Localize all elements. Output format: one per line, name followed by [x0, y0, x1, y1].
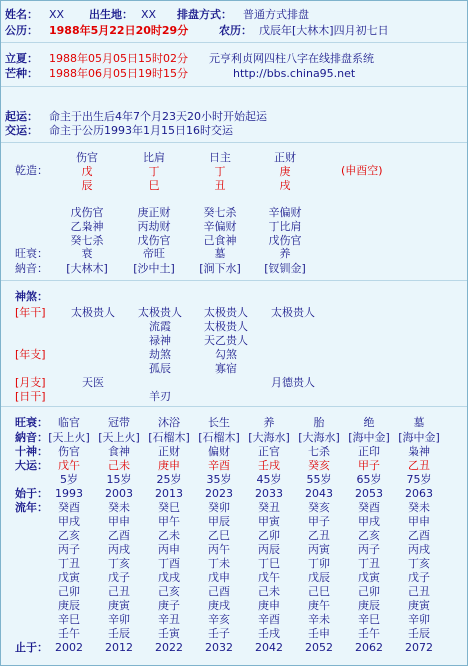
- liunian-item: 癸未: [408, 501, 430, 514]
- dayun-end-year: 2052: [305, 641, 333, 654]
- pillar-shishen: 比肩: [143, 151, 165, 164]
- liunian-item: 丙午: [208, 543, 230, 556]
- dayun-shishen: 伤官: [58, 445, 80, 458]
- liunian-item: 乙亥: [58, 529, 80, 542]
- liunian-item: 庚寅: [408, 599, 430, 612]
- dayun-age: 5岁: [60, 473, 78, 486]
- liunian-item: 己巳: [308, 585, 330, 598]
- dayun-start-year: 2053: [355, 487, 383, 500]
- pillar-shishen: 正财: [274, 151, 296, 164]
- liunian-item: 壬午: [58, 627, 80, 640]
- pillar-branch: 戌: [279, 179, 291, 192]
- liunian-item: 甲辰: [208, 515, 230, 528]
- mangzhong-label: 芒种：: [5, 67, 38, 80]
- solar-label: 公历：: [5, 24, 38, 37]
- pillar-hidden-stem: 己食神: [203, 234, 237, 247]
- liunian-item: 己丑: [108, 585, 130, 598]
- liunian-item: 癸未: [108, 501, 130, 514]
- dayun-ganzhi: 壬戌: [258, 459, 280, 472]
- dayun-end-year: 2072: [405, 641, 433, 654]
- pillar-nayin: [沙中土]: [133, 262, 175, 275]
- pillar-hidden-stem: 癸七杀: [203, 206, 237, 219]
- pillar-branch: 辰: [81, 179, 93, 192]
- qiyun-value: 命主于出生后4年7个月23天20小时开始起运: [49, 110, 267, 123]
- dayun-age: 15岁: [106, 473, 132, 486]
- shensha-item: 太极贵人: [271, 306, 315, 319]
- dayun-end-year: 2012: [105, 641, 133, 654]
- pillar-hidden-stem: 戊伤官: [137, 234, 171, 247]
- dayun-nayin: [石榴木]: [198, 431, 240, 444]
- shensha-item: 勾煞: [215, 348, 237, 361]
- pillar-shishen: 伤官: [76, 151, 98, 164]
- liunian-item: 丁丑: [58, 557, 80, 570]
- liunian-item: 戊辰: [308, 571, 330, 584]
- method-label: 排盘方式：: [177, 8, 232, 21]
- liunian-item: 丁丑: [358, 557, 380, 570]
- liunian-item: 辛卯: [408, 613, 430, 626]
- dayun-end-year: 2032: [205, 641, 233, 654]
- dayun-shishen: 偏财: [208, 445, 230, 458]
- liunian-item: 癸酉: [58, 501, 80, 514]
- liunian-item: 辛卯: [108, 613, 130, 626]
- liunian-item: 癸丑: [258, 501, 280, 514]
- liunian-item: 癸亥: [308, 501, 330, 514]
- lixia-label: 立夏：: [5, 52, 38, 65]
- shensha-item: 月德贵人: [271, 376, 315, 389]
- jiaoyun-label: 交运：: [5, 124, 38, 137]
- dayun-shishen: 正财: [158, 445, 180, 458]
- shensha-item: 流霞: [149, 320, 171, 333]
- dayun-ganzhi: 辛酉: [208, 459, 230, 472]
- liunian-item: 辛未: [308, 613, 330, 626]
- liunian-item: 戊午: [258, 571, 280, 584]
- shensha-item: 寡宿: [215, 362, 237, 375]
- liunian-item: 乙亥: [358, 529, 380, 542]
- liunian-item: 己未: [258, 585, 280, 598]
- mangzhong-value: 1988年06月05日19时15分: [49, 67, 188, 80]
- dayun-wangshuai: 墓: [413, 416, 425, 429]
- solar-value: 1988年5月22日20时29分: [49, 24, 189, 37]
- liunian-item: 丙申: [158, 543, 180, 556]
- pillar-hidden-stem: 戊伤官: [268, 234, 302, 247]
- name-label: 姓名：: [5, 8, 38, 21]
- shensha-item: 天医: [82, 376, 104, 389]
- shensha-nianzhi-label: [年支]: [15, 348, 46, 361]
- shensha-item: 天乙贵人: [204, 334, 248, 347]
- dayun-age: 25岁: [156, 473, 182, 486]
- shensha-item: 太极贵人: [204, 306, 248, 319]
- liunian-item: 丁亥: [408, 557, 430, 570]
- liunian-item: 庚子: [158, 599, 180, 612]
- liunian-item: 丁酉: [158, 557, 180, 570]
- dayun-shishen: 正印: [358, 445, 380, 458]
- liunian-item: 丁未: [208, 557, 230, 570]
- dayun-shishen: 枭神: [408, 445, 430, 458]
- dayun-wangshuai-label: 旺衰：: [15, 416, 48, 429]
- method-value: 普通方式排盘: [243, 8, 309, 21]
- liunian-item: 庚戌: [208, 599, 230, 612]
- liunian-item: 壬辰: [108, 627, 130, 640]
- dayun-start-year: 2063: [405, 487, 433, 500]
- dayun-age: 75岁: [406, 473, 432, 486]
- pillar-nayin: [钗钏金]: [264, 262, 306, 275]
- dayun-label: 大运：: [15, 459, 48, 472]
- dayun-age: 65岁: [356, 473, 382, 486]
- dayun-start-year: 2023: [205, 487, 233, 500]
- liunian-item: 乙丑: [308, 529, 330, 542]
- lunar-label: 农历：: [219, 24, 252, 37]
- liunian-item: 辛酉: [258, 613, 280, 626]
- kongwang: (申酉空): [341, 164, 383, 177]
- pillar-shishen: 日主: [209, 151, 231, 164]
- dayun-ganzhi: 甲子: [358, 459, 380, 472]
- dayun-start-year: 2003: [105, 487, 133, 500]
- liunian-item: 壬午: [358, 627, 380, 640]
- dayun-wangshuai: 胎: [313, 416, 325, 429]
- dayun-nayin: [大海水]: [298, 431, 340, 444]
- pillar-hidden-stem: 乙枭神: [70, 220, 104, 233]
- liunian-item: 丙戌: [408, 543, 430, 556]
- liunian-item: 甲戌: [58, 515, 80, 528]
- liunian-item: 戊寅: [58, 571, 80, 584]
- divider: [1, 42, 467, 43]
- liunian-item: 戊子: [408, 571, 430, 584]
- pillar-stem: 丁: [214, 165, 226, 178]
- liunian-item: 癸酉: [358, 501, 380, 514]
- liunian-item: 丁巳: [258, 557, 280, 570]
- lunar-value: 戊辰年[大林木]四月初七日: [259, 24, 389, 37]
- liunian-item: 戊寅: [358, 571, 380, 584]
- liunian-item: 癸卯: [208, 501, 230, 514]
- birthplace-value: XX: [141, 8, 157, 21]
- liunian-item: 甲寅: [258, 515, 280, 528]
- liunian-item: 甲子: [308, 515, 330, 528]
- liunian-item: 丙寅: [308, 543, 330, 556]
- jiaoyun-value: 命主于公历1993年1月15日16时交运: [49, 124, 233, 137]
- liunian-item: 己酉: [208, 585, 230, 598]
- pillar-wangshuai: 衰: [81, 247, 93, 260]
- liunian-item: 丙子: [58, 543, 80, 556]
- nayin-label: 納音：: [15, 262, 48, 275]
- divider: [1, 86, 467, 87]
- dayun-end-year: 2062: [355, 641, 383, 654]
- divider: [1, 406, 467, 407]
- liunian-item: 戊戌: [158, 571, 180, 584]
- liunian-item: 甲午: [158, 515, 180, 528]
- shensha-item: 禄神: [149, 334, 171, 347]
- liunian-item: 乙酉: [408, 529, 430, 542]
- dayun-end-year: 2002: [55, 641, 83, 654]
- pillar-hidden-stem: 戊伤官: [70, 206, 104, 219]
- liunian-item: 庚寅: [108, 599, 130, 612]
- dayun-shishen: 正官: [258, 445, 280, 458]
- shensha-niangan-label: [年干]: [15, 306, 46, 319]
- liunian-item: 甲戌: [358, 515, 380, 528]
- liunian-item: 庚辰: [58, 599, 80, 612]
- zhiyu-label: 止于：: [15, 641, 48, 654]
- dayun-nayin: [海中金]: [398, 431, 440, 444]
- liunian-item: 辛亥: [208, 613, 230, 626]
- liunian-item: 戊子: [108, 571, 130, 584]
- liunian-item: 辛巳: [58, 613, 80, 626]
- birthplace-label: 出生地：: [89, 8, 133, 21]
- liunian-item: 己卯: [358, 585, 380, 598]
- dayun-ganzhi: 戊午: [58, 459, 80, 472]
- pillar-branch: 丑: [214, 179, 226, 192]
- lixia-value: 1988年05月05日15时02分: [49, 52, 188, 65]
- liunian-item: 己丑: [408, 585, 430, 598]
- pillar-hidden-stem: 丁比肩: [268, 220, 302, 233]
- divider: [1, 142, 467, 143]
- pillar-wangshuai: 墓: [214, 247, 226, 260]
- dayun-nayin: [石榴木]: [148, 431, 190, 444]
- liunian-item: 丙戌: [108, 543, 130, 556]
- name-value: XX: [49, 8, 65, 21]
- dayun-age: 35岁: [206, 473, 232, 486]
- pillar-stem: 庚: [279, 165, 291, 178]
- shensha-item: 太极贵人: [138, 306, 182, 319]
- liunian-item: 壬寅: [158, 627, 180, 640]
- pillar-nayin: [大林木]: [66, 262, 108, 275]
- qiyun-label: 起运：: [5, 110, 38, 123]
- liunian-label: 流年：: [15, 501, 48, 514]
- liunian-item: 壬子: [208, 627, 230, 640]
- pillar-hidden-stem: 癸七杀: [70, 234, 104, 247]
- dayun-start-year: 2013: [155, 487, 183, 500]
- dayun-ganzhi: 己未: [108, 459, 130, 472]
- shensha-yuezhi-label: [月支]: [15, 376, 46, 389]
- liunian-item: 癸巳: [158, 501, 180, 514]
- shiyu-label: 始于：: [15, 487, 48, 500]
- pillar-stem: 戊: [81, 165, 93, 178]
- liunian-item: 戊申: [208, 571, 230, 584]
- dayun-start-year: 2033: [255, 487, 283, 500]
- liunian-item: 丁亥: [108, 557, 130, 570]
- dayun-end-year: 2022: [155, 641, 183, 654]
- dayun-nayin: [大海水]: [248, 431, 290, 444]
- dayun-nayin: [天上火]: [98, 431, 140, 444]
- pillar-hidden-stem: 辛偏财: [203, 220, 237, 233]
- liunian-item: 己亥: [158, 585, 180, 598]
- liunian-item: 辛巳: [358, 613, 380, 626]
- liunian-item: 甲申: [408, 515, 430, 528]
- liunian-item: 乙卯: [258, 529, 280, 542]
- liunian-item: 壬申: [308, 627, 330, 640]
- pillar-stem: 丁: [148, 165, 160, 178]
- pillar-hidden-stem: 庚正财: [137, 206, 171, 219]
- dayun-start-year: 1993: [55, 487, 83, 500]
- dayun-wangshuai: 冠带: [108, 416, 130, 429]
- liunian-item: 庚申: [258, 599, 280, 612]
- dayun-shishen: 七杀: [308, 445, 330, 458]
- dayun-age: 45岁: [256, 473, 282, 486]
- dayun-shishen: 食神: [108, 445, 130, 458]
- dayun-nayin-label: 納音：: [15, 431, 48, 444]
- pillar-hidden-stem: 辛偏财: [268, 206, 302, 219]
- dayun-age: 55岁: [306, 473, 332, 486]
- dayun-ganzhi: 癸亥: [308, 459, 330, 472]
- shensha-title: 神煞：: [15, 290, 48, 303]
- dayun-start-year: 2043: [305, 487, 333, 500]
- liunian-item: 乙未: [158, 529, 180, 542]
- dayun-wangshuai: 长生: [208, 416, 230, 429]
- shensha-item: 太极贵人: [71, 306, 115, 319]
- pillar-branch: 巳: [148, 179, 160, 192]
- dayun-ganzhi: 庚申: [158, 459, 180, 472]
- shensha-item: 孤辰: [149, 362, 171, 375]
- liunian-item: 丙辰: [258, 543, 280, 556]
- liunian-item: 己卯: [58, 585, 80, 598]
- liunian-item: 辛丑: [158, 613, 180, 626]
- wangshuai-label: 旺衰：: [15, 247, 48, 260]
- liunian-item: 庚辰: [358, 599, 380, 612]
- shensha-item: 羊刃: [149, 390, 171, 403]
- dayun-shishen-label: 十神：: [15, 445, 48, 458]
- pillar-wangshuai: 帝旺: [143, 247, 165, 260]
- dayun-wangshuai: 沐浴: [158, 416, 180, 429]
- dayun-nayin: [天上火]: [48, 431, 90, 444]
- dayun-wangshuai: 绝: [363, 416, 375, 429]
- site-url-link[interactable]: http://bbs.china95.net: [233, 67, 356, 80]
- dayun-end-year: 2042: [255, 641, 283, 654]
- liunian-item: 壬辰: [408, 627, 430, 640]
- liunian-item: 乙酉: [108, 529, 130, 542]
- liunian-item: 庚午: [308, 599, 330, 612]
- pillar-hidden-stem: 丙劫财: [137, 220, 171, 233]
- dayun-ganzhi: 乙丑: [408, 459, 430, 472]
- shensha-item: 太极贵人: [204, 320, 248, 333]
- dayun-nayin: [海中金]: [348, 431, 390, 444]
- divider: [1, 280, 467, 281]
- liunian-item: 丁卯: [308, 557, 330, 570]
- liunian-item: 甲申: [108, 515, 130, 528]
- site-title: 元亨利贞网四柱八字在线排盘系统: [209, 52, 374, 65]
- liunian-item: 丙子: [358, 543, 380, 556]
- pillar-wangshuai: 养: [279, 247, 291, 260]
- dayun-wangshuai: 养: [263, 416, 275, 429]
- liunian-item: 壬戌: [258, 627, 280, 640]
- shensha-rigan-label: [日干]: [15, 390, 46, 403]
- qianzao-label: 乾造：: [15, 164, 48, 177]
- liunian-item: 乙巳: [208, 529, 230, 542]
- dayun-wangshuai: 临官: [58, 416, 80, 429]
- pillar-nayin: [涧下水]: [199, 262, 241, 275]
- shensha-item: 劫煞: [149, 348, 171, 361]
